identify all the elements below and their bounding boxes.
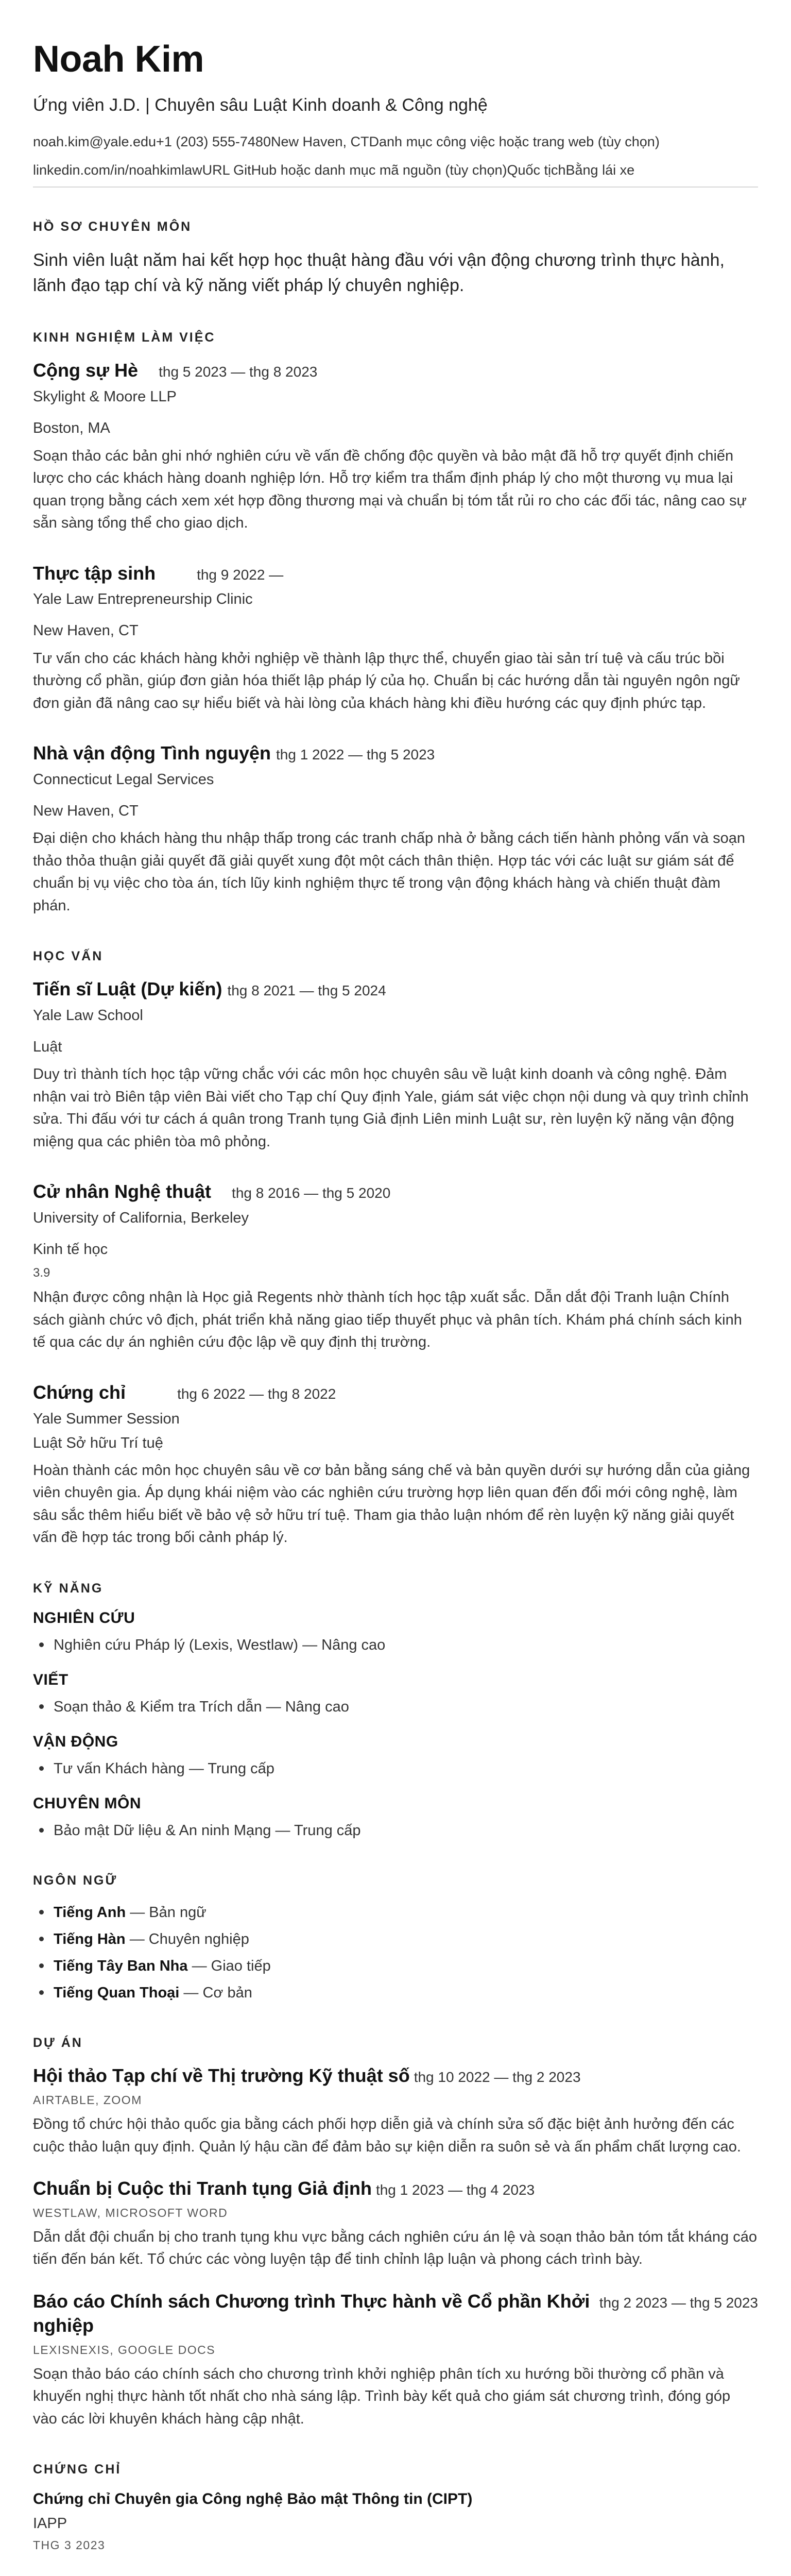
job-title: Cộng sự Hè xyxy=(33,360,139,381)
project-dates: thg 10 2022 — thg 2 2023 xyxy=(414,2069,581,2086)
certification-issuer: IAPP xyxy=(33,2515,67,2532)
language-level: — Chuyên nghiệp xyxy=(125,1931,249,1948)
field-of-study: Kinh tế học xyxy=(33,1241,108,1258)
project-title: Báo cáo Chính sách Chương trình Thực hành về Cổ phần Khởi nghiệp xyxy=(33,2290,590,2336)
language-name: Tiếng Quan Thoại xyxy=(54,1985,180,2002)
resume-header xyxy=(33,39,758,188)
experience-entry xyxy=(33,562,758,715)
gpa-value: 3.9 xyxy=(33,1266,50,1280)
skill-group xyxy=(33,1671,758,1718)
job-description: Soạn thảo các bản ghi nhớ nghiên cứu về vấn đề chống độc quyền và bảo mật đã hỗ trợ quyết định chiến lược cho các khách hàng doanh nghiệp lớn. Hỗ trợ kiểm tra thẩm định pháp lý cho một thương vụ mua lại quan trọng bằng cách xem xét hợp đồng thương mại và chuẩn bị tóm tắt rủi ro cho các đối tác, nâng cao sự sẵn sàng tổng thể cho giao dịch. xyxy=(33,447,747,532)
skill-group xyxy=(33,1609,758,1656)
contact-line-2: linkedin.com/in/noahkimlawURL GitHub hoặc danh mục mã nguồn (tùy chọn)Quốc tịchBằng lái xe xyxy=(33,161,758,188)
project-entry xyxy=(33,2064,758,2158)
certification-date: THG 3 2023 xyxy=(33,2538,106,2552)
experience-section xyxy=(33,330,758,917)
skill-group-title: CHUYÊN MÔN xyxy=(33,1795,142,1812)
skill-item: Soạn thảo & Kiểm tra Trích dẫn — Nâng cao xyxy=(33,1696,758,1718)
skill-item: Bảo mật Dữ liệu & An ninh Mạng — Trung cấp xyxy=(33,1820,758,1841)
job-description: Tư vấn cho các khách hàng khởi nghiệp về thành lập thực thể, chuyển giao tài sản trí tuệ và cấu trúc bồi thường cổ phần, giúp đơn giản hóa thiết lập pháp lý của họ. Chuẩn bị các hướng dẫn tài nguyên ngôn ngữ đơn giản đã nâng cao sự hiểu biết và hài lòng của khách hàng khi điều hướng các quy định phức tạp. xyxy=(33,650,740,711)
degree-dates: thg 6 2022 — thg 8 2022 xyxy=(177,1385,336,1402)
skill-group-title: NGHIÊN CỨU xyxy=(33,1609,135,1626)
certification-title: Chứng chỉ Chuyên gia Công nghệ Bảo mật Thông tin (CIPT) xyxy=(33,2490,473,2507)
language-name: Tiếng Tây Ban Nha xyxy=(54,1958,188,1975)
project-dates: thg 1 2023 — thg 4 2023 xyxy=(375,2182,535,2198)
degree-dates: thg 8 2021 — thg 5 2024 xyxy=(227,982,386,999)
language-level: — Giao tiếp xyxy=(187,1958,271,1975)
project-tools: WESTLAW, MICROSOFT WORD xyxy=(33,2206,228,2219)
section-title: DỰ ÁN xyxy=(33,2036,83,2050)
project-description: Soạn thảo báo cáo chính sách cho chương trình khởi nghiệp phân tích xu hướng bồi thường cổ phần và khuyến nghị thực hành tốt nhất cho nhà sáng lập. Trình bày kết quả cho giám sát chương trình, đóng góp vào các lời khuyên khách hàng cập nhật. xyxy=(33,2365,731,2427)
certifications-section xyxy=(33,2462,758,2552)
section-title: KỸ NĂNG xyxy=(33,1581,104,1596)
skill-group-title: VIẾT xyxy=(33,1671,68,1688)
project-tools: AIRTABLE, ZOOM xyxy=(33,2093,142,2107)
language-item xyxy=(33,1902,758,1923)
candidate-name: Noah Kim xyxy=(33,39,204,80)
job-description: Đại diện cho khách hàng thu nhập thấp trong các tranh chấp nhà ở bằng cách tiến hành phỏng vấn và soạn thảo thỏa thuận giải quyết đã giải quyết xung đột một cách thân thiện. Hợp tác với các luật sư giám sát để chuẩn bị vụ việc cho tòa án, tích lũy kinh nghiệm thực tế trong vận động khách hàng và chiến thuật đàm phán. xyxy=(33,830,746,914)
skills-section xyxy=(33,1581,758,1841)
employer: Yale Law Entrepreneurship Clinic xyxy=(33,591,253,608)
experience-entry xyxy=(33,359,758,534)
language-level: — Cơ bản xyxy=(179,1985,252,2002)
project-dates: thg 2 2023 — thg 5 2023 xyxy=(599,2294,758,2311)
degree-title: Tiến sĩ Luật (Dự kiến) xyxy=(33,978,222,1000)
school-name: Yale Law School xyxy=(33,1007,143,1024)
job-location: New Haven, CT xyxy=(33,622,139,639)
skill-group xyxy=(33,1733,758,1780)
skill-group xyxy=(33,1795,758,1841)
candidate-headline: Ứng viên J.D. | Chuyên sâu Luật Kinh doanh & Công nghệ xyxy=(33,95,488,115)
language-item xyxy=(33,1982,758,2004)
language-name: Tiếng Anh xyxy=(54,1904,126,1921)
employer: Connecticut Legal Services xyxy=(33,771,214,788)
job-dates: thg 9 2022 — xyxy=(197,566,284,583)
degree-title: Chứng chỉ xyxy=(33,1381,126,1403)
contact-line-1: noah.kim@yale.edu+1 (203) 555-7480New Haven, CTDanh mục công việc hoặc trang web (tùy chọn) xyxy=(33,133,660,149)
job-location: New Haven, CT xyxy=(33,803,139,820)
job-title: Nhà vận động Tình nguyện xyxy=(33,742,271,764)
language-item xyxy=(33,1955,758,1977)
languages-section xyxy=(33,1873,758,2004)
education-description: Duy trì thành tích học tập vững chắc với các môn học chuyên sâu về luật kinh doanh và công nghệ. Đảm nhận vai trò Biên tập viên Bài viết cho Tạp chí Quy định Yale, giám sát việc chọn nội dung và quy trình chỉnh sửa. Thi đấu với tư cách á quân trong Tranh tụng Giả định Liên minh Luật sư, rèn luyện kỹ năng vận động miệng qua các phiên tòa mô phỏng. xyxy=(33,1066,749,1150)
language-name: Tiếng Hàn xyxy=(54,1931,126,1948)
section-title: CHỨNG CHỈ xyxy=(33,2462,122,2477)
certification-entry xyxy=(33,2490,758,2552)
employer: Skylight & Moore LLP xyxy=(33,388,177,405)
field-of-study: Luật xyxy=(33,1039,62,1056)
project-description: Dẫn dắt đội chuẩn bị cho tranh tụng khu vực bằng cách nghiên cứu án lệ và soạn thảo bản tóm tắt kháng cáo tiến đến bán kết. Tổ chức các vòng luyện tập để tinh chỉnh lập luận và phong cách trình bày. xyxy=(33,2228,758,2268)
project-entry xyxy=(33,2177,758,2271)
section-title: HỒ SƠ CHUYÊN MÔN xyxy=(33,219,192,234)
project-tools: LEXISNEXIS, GOOGLE DOCS xyxy=(33,2343,216,2357)
section-title: HỌC VẤN xyxy=(33,949,104,964)
skill-item: Tư vấn Khách hàng — Trung cấp xyxy=(33,1758,758,1780)
project-title: Chuẩn bị Cuộc thi Tranh tụng Giả định xyxy=(33,2178,372,2199)
education-entry xyxy=(33,1381,758,1549)
experience-entry xyxy=(33,741,758,917)
school-name: University of California, Berkeley xyxy=(33,1210,249,1227)
job-location: Boston, MA xyxy=(33,420,110,437)
education-entry xyxy=(33,1180,758,1354)
summary-text: Sinh viên luật năm hai kết hợp học thuật hàng đầu với vận động chương trình thực hành, lãnh đạo tạp chí và kỹ năng viết pháp lý chuyên nghiệp. xyxy=(33,250,725,296)
project-title: Hội thảo Tạp chí về Thị trường Kỹ thuật số xyxy=(33,2065,410,2087)
education-description: Hoàn thành các môn học chuyên sâu về cơ bản bằng sáng chế và bản quyền dưới sự hướng dẫn của giảng viên chuyên gia. Áp dụng khái niệm vào các nghiên cứu trường hợp liên quan đến đổi mới công nghệ, làm sâu sắc thêm hiểu biết về bảo vệ sở hữu trí tuệ. Tham gia thảo luận nhóm để rèn luyện kỹ năng giải quyết vấn đề hợp tác trong bối cảnh pháp lý. xyxy=(33,1462,750,1546)
language-item xyxy=(33,1928,758,1950)
job-dates: thg 1 2022 — thg 5 2023 xyxy=(276,747,435,763)
skill-group-title: VẬN ĐỘNG xyxy=(33,1733,118,1751)
job-title: Thực tập sinh xyxy=(33,562,156,584)
education-description: Nhận được công nhận là Học giả Regents nhờ thành tích học tập xuất sắc. Dẫn dắt đội Tranh luận Chính sách giành chức vô địch, phát triển khả năng giao tiếp thuyết phục và phân tích. Khám phá chính sách kinh tế qua các dự án nghiên cứu độc lập về quy định thị trường. xyxy=(33,1289,742,1351)
section-title: NGÔN NGỮ xyxy=(33,1873,118,1888)
job-dates: thg 5 2023 — thg 8 2023 xyxy=(159,364,318,380)
field-of-study: Luật Sở hữu Trí tuệ xyxy=(33,1434,163,1451)
skill-item: Nghiên cứu Pháp lý (Lexis, Westlaw) — Nâng cao xyxy=(33,1634,758,1656)
project-entry xyxy=(33,2290,758,2430)
degree-title: Cử nhân Nghệ thuật xyxy=(33,1181,212,1202)
education-section xyxy=(33,949,758,1549)
education-entry xyxy=(33,977,758,1153)
school-name: Yale Summer Session xyxy=(33,1410,180,1427)
projects-section xyxy=(33,2036,758,2430)
project-description: Đồng tổ chức hội thảo quốc gia bằng cách phối hợp diễn giả và chính sửa số đặc biệt ảnh hưởng đến các cuộc thảo luận quy định. Quản lý hậu cần để đảm bảo sự kiện diễn ra suôn sẻ và ấn phẩm chất lượng cao. xyxy=(33,2116,741,2155)
section-title: KINH NGHIỆM LÀM VIỆC xyxy=(33,330,216,345)
summary-section xyxy=(33,219,758,299)
language-level: — Bản ngữ xyxy=(126,1904,207,1921)
degree-dates: thg 8 2016 — thg 5 2020 xyxy=(232,1185,391,1201)
